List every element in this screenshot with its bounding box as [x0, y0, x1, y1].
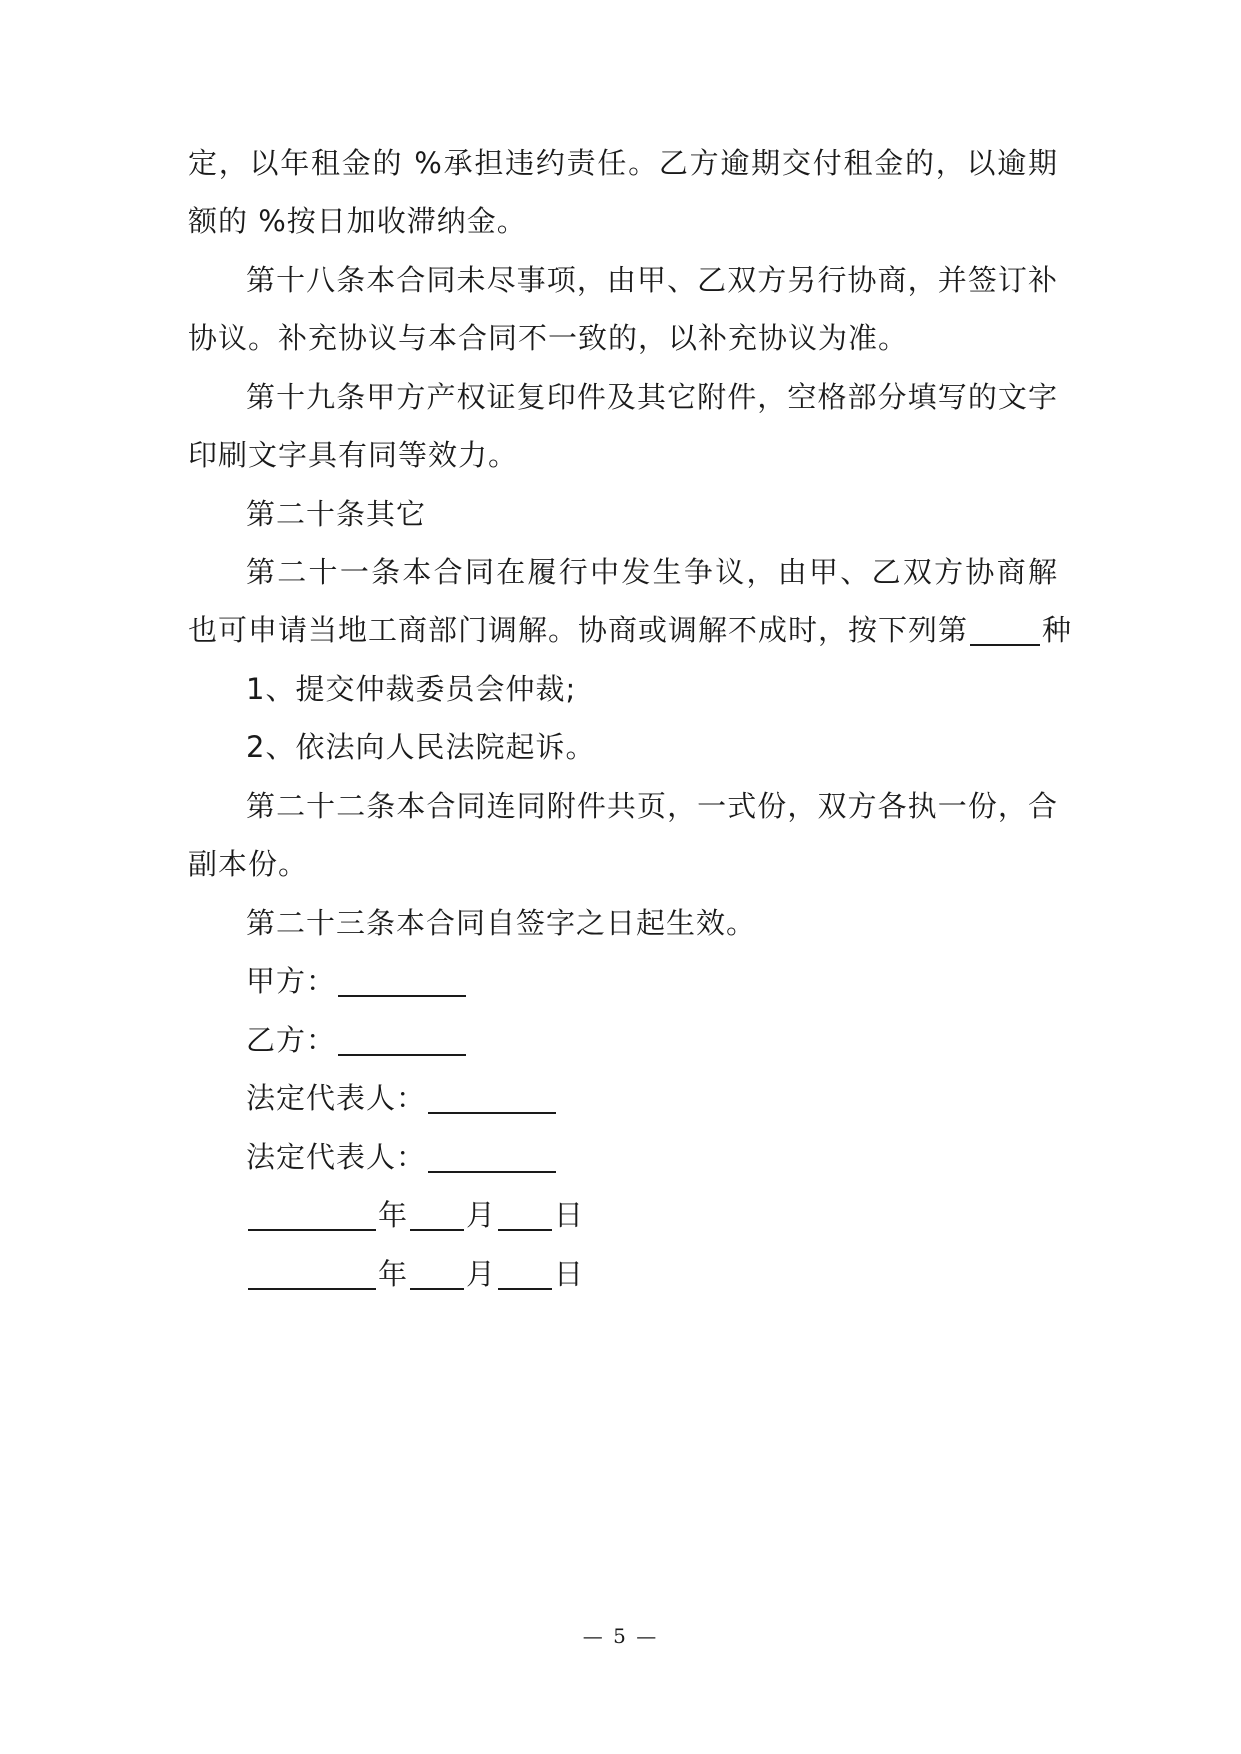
clause-21-line-2 — [188, 610, 1072, 650]
party-b-signature — [246, 1020, 468, 1060]
legal-rep-b-signature — [246, 1137, 558, 1177]
legal-rep-a-blank — [428, 1082, 556, 1114]
clause-20: 第二十条其它 — [246, 497, 427, 531]
page-number: — 5 — — [582, 1624, 659, 1648]
date-line-b — [246, 1254, 584, 1294]
date-a-month-blank — [410, 1199, 464, 1231]
party-b-label: 乙方： — [246, 1023, 337, 1057]
date-line-a — [246, 1195, 584, 1235]
clause-18-line-2: 协议。补充协议与本合同不一致的，以补充协议为准。 — [188, 321, 909, 355]
clause-21-line-1: 第二十一条本合同在履行中发生争议，由甲、乙双方协商解 — [246, 555, 1058, 589]
date-a-day-blank — [498, 1199, 552, 1231]
clause-19-line-2: 印刷文字具有同等效力。 — [188, 438, 519, 472]
date-b-day-blank — [498, 1258, 552, 1290]
date-a-year-label: 年 — [378, 1198, 409, 1232]
date-b-day-label: 日 — [554, 1257, 585, 1291]
party-a-label: 甲方： — [246, 964, 337, 998]
clause-23: 第二十三条本合同自签字之日起生效。 — [246, 906, 757, 940]
dispute-option-1: 1、提交仲裁委员会仲裁; — [246, 672, 577, 706]
party-a-blank — [338, 965, 466, 997]
date-a-month-label: 月 — [466, 1198, 497, 1232]
party-b-blank — [338, 1024, 466, 1056]
clause-22-line-1: 第二十二条本合同连同附件共页，一式份，双方各执一份，合 — [246, 789, 1058, 823]
date-b-year-label: 年 — [378, 1257, 409, 1291]
legal-rep-a-label: 法定代表人： — [246, 1081, 427, 1115]
clause-17-line-1: 定，以年租金的 %承担违约责任。乙方逾期交付租金的，以逾期 — [188, 146, 1058, 180]
dispute-option-blank — [970, 614, 1040, 646]
date-a-year-blank — [248, 1199, 376, 1231]
clause-21-line-2-suffix: 种 — [1042, 613, 1073, 647]
date-a-day-label: 日 — [554, 1198, 585, 1232]
clause-22-line-2: 副本份。 — [188, 847, 309, 881]
legal-rep-b-label: 法定代表人： — [246, 1140, 427, 1174]
legal-rep-b-blank — [428, 1141, 556, 1173]
date-b-month-blank — [410, 1258, 464, 1290]
clause-21-line-2-text: 也可申请当地工商部门调解。协商或调解不成时，按下列第 — [188, 613, 969, 647]
clause-18-line-1: 第十八条本合同未尽事项，由甲、乙双方另行协商，并签订补 — [246, 263, 1058, 297]
clause-19-line-1: 第十九条甲方产权证复印件及其它附件，空格部分填写的文字 — [246, 380, 1058, 414]
date-b-month-label: 月 — [466, 1257, 497, 1291]
date-b-year-blank — [248, 1258, 376, 1290]
clause-17-line-2: 额的 %按日加收滞纳金。 — [188, 204, 527, 238]
party-a-signature — [246, 961, 468, 1001]
dispute-option-2: 2、依法向人民法院起诉。 — [246, 730, 596, 764]
legal-rep-a-signature — [246, 1078, 558, 1118]
